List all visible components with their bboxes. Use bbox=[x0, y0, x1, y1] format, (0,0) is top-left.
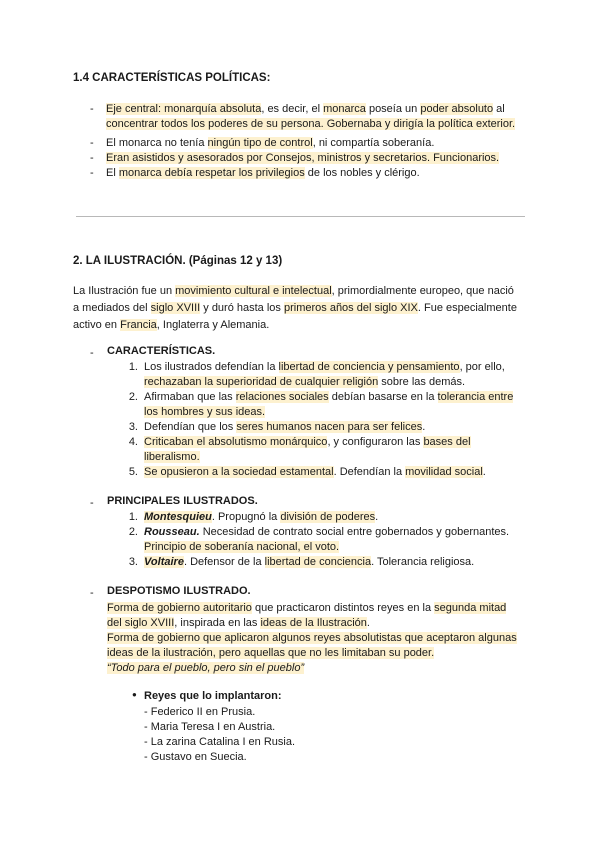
list-number: 2. bbox=[128, 391, 138, 403]
subsection-title: CARACTERÍSTICAS. bbox=[107, 345, 216, 357]
quote: “Todo para el pueblo, pero sin el pueblo” bbox=[107, 662, 305, 674]
list-item: Voltaire. Defensor de la libertad de conciencia. Tolerancia religiosa. bbox=[144, 556, 475, 568]
bullet: - bbox=[90, 103, 94, 115]
intro-paragraph: La Ilustración fue un movimiento cultural e intelectual, primordialmente europeo, que nació a mediados del siglo XVIII y duró hasta los primeros años del siglo XIX. Fue especialmente activo en Francia, Inglaterra y Alemania. bbox=[73, 285, 517, 331]
list-number: 2. bbox=[128, 526, 138, 538]
list-item: Eje central: monarquía absoluta, es decir, el monarca poseía un poder absoluto al concentrar todos los poderes de su persona. Gobernaba y dirigía la política exterior. bbox=[106, 103, 516, 130]
horizontal-divider bbox=[76, 216, 525, 217]
bullet: - bbox=[90, 137, 94, 149]
list-item: Defendían que los seres humanos nacen para ser felices. bbox=[144, 421, 426, 433]
section-1-title: 1.4 CARACTERÍSTICAS POLÍTICAS: bbox=[73, 72, 271, 84]
bullet: - bbox=[90, 347, 94, 359]
list-number: 1. bbox=[128, 511, 138, 523]
list-number: 3. bbox=[128, 421, 138, 433]
list-number: 5. bbox=[128, 466, 138, 478]
bullet-dot: ● bbox=[132, 690, 137, 699]
list-item: Montesquieu. Propugnó la división de poderes. bbox=[144, 511, 379, 523]
list-number: 3. bbox=[128, 556, 138, 568]
list-item: El monarca no tenía ningún tipo de control, ni compartía soberanía. bbox=[106, 137, 435, 149]
subsection-title: DESPOTISMO ILUSTRADO. bbox=[107, 585, 251, 597]
list-item: - Federico II en Prusia. bbox=[144, 706, 256, 718]
list-item: Criticaban el absolutismo monárquico, y configuraron las bases del liberalismo. bbox=[144, 436, 471, 463]
list-item: Rousseau. Necesidad de contrato social entre gobernados y gobernantes. Principio de soberanía nacional, el voto. bbox=[144, 526, 510, 553]
list-item: - La zarina Catalina I en Rusia. bbox=[144, 736, 296, 748]
list-item: - Maria Teresa I en Austria. bbox=[144, 721, 276, 733]
list-item: Afirmaban que las relaciones sociales debían basarse en la tolerancia entre los hombres y sus ideas. bbox=[144, 391, 514, 418]
bullet: - bbox=[90, 152, 94, 164]
list-item: - Gustavo en Suecia. bbox=[144, 751, 247, 763]
bullet: - bbox=[90, 497, 94, 509]
list-item: El monarca debía respetar los privilegios de los nobles y clérigo. bbox=[106, 167, 420, 179]
list-item: Se opusieron a la sociedad estamental. Defendían la movilidad social. bbox=[144, 466, 486, 478]
list-item: Eran asistidos y asesorados por Consejos, ministros y secretarios. Funcionarios. bbox=[106, 152, 500, 164]
list-number: 1. bbox=[128, 361, 138, 373]
bullet: - bbox=[90, 587, 94, 599]
despotismo-paragraph: Forma de gobierno autoritario que practicaron distintos reyes en la segunda mitad del siglo XVIII, inspirada en las ideas de la Ilustración. Forma de gobierno que aplicaron algunos reyes absolutistas que aceptaron algunas ideas de la ilustración, pero aquellas que no les limitaban su poder. “Todo para el pueblo, pero sin el pueblo” bbox=[107, 602, 517, 674]
list-item: Los ilustrados defendían la libertad de conciencia y pensamiento, por ello, rechazaban la superioridad de cualquier religión sobre las demás. bbox=[144, 361, 505, 388]
bullet: - bbox=[90, 167, 94, 179]
section-2-title: 2. LA ILUSTRACIÓN. (Páginas 12 y 13) bbox=[73, 255, 283, 267]
subsection-title: PRINCIPALES ILUSTRADOS. bbox=[107, 495, 258, 507]
kings-title: Reyes que lo implantaron: bbox=[144, 690, 282, 702]
list-number: 4. bbox=[128, 436, 138, 448]
